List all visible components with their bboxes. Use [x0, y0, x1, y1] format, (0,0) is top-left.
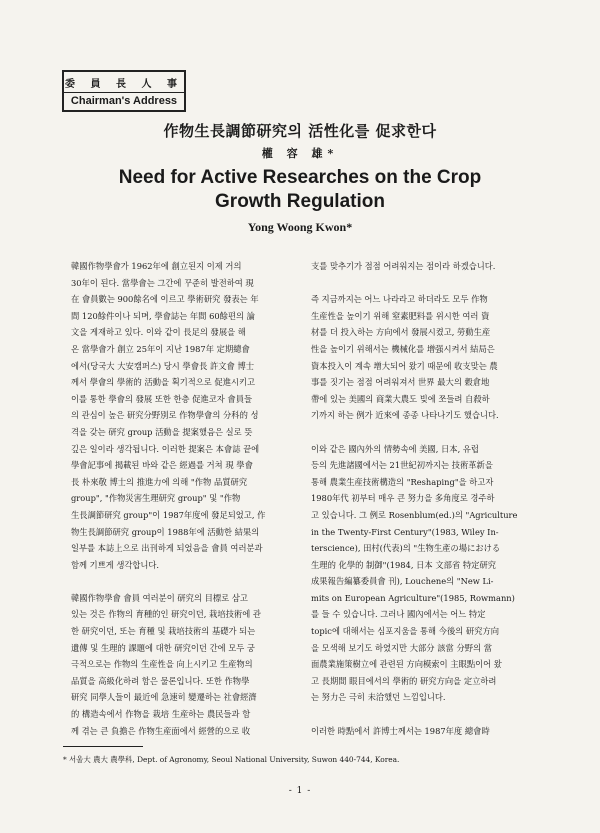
text-line: 材를 더 投入하는 方向에서 發展시켰고, 勞動生産	[311, 327, 491, 338]
text-line: 支를 맞추기가 점점 어려워지는 점이라 하겠습니다.	[311, 261, 496, 271]
text-line: 生長調節研究 group"이 1987年度에 發足되었고, 作	[71, 509, 266, 520]
text-line: 온 當學會가 創立 25年이 지난 1987年 定期總會	[71, 343, 250, 354]
text-line: 께 겪는 큰 負擔은 作物生産面에서 經營的으로 收	[71, 725, 251, 736]
text-line: 在 會員數는 900餘名에 이르고 學術研究 發表는 年	[71, 294, 259, 305]
text-line: 成果報告編纂委員會 刊), Louchene의 "New Li-	[311, 576, 494, 587]
paragraph	[303, 258, 543, 275]
text-line: 的 構造속에서 作物을 栽培 生産하는 農民들과 함	[71, 709, 251, 720]
text-line: 을 모색해 보기도 하였지만 大部分 該當 分野의 當	[311, 642, 493, 653]
text-line: 격을 갖는 研究 group 活動을 提案했음은 실로 뜻	[71, 426, 253, 437]
text-line: group", "作物災害生理研究 group" 및 "作物	[71, 493, 241, 504]
korean-author: 權 容 雄*	[261, 147, 339, 160]
text-line: 30年이 된다. 當學會는 그간에 꾸준히 발전하여 現	[71, 277, 254, 288]
page-number: - 1 -	[288, 786, 312, 796]
text-line: 의 관심이 높은 研究分野別로 作物學會의 分科的 성	[71, 410, 259, 421]
badge-korean-label: 委 員 長 人 事	[64, 72, 184, 93]
text-line: mits on European Agriculture"(1985, Rowmann)	[311, 592, 515, 603]
text-line: 께서 學會의 學術的 活動을 획기적으로 促進시키고	[71, 377, 256, 388]
text-line: 事를 짓기는 점점 어려워져서 世界 最大의 穀倉地	[311, 377, 490, 388]
paragraph	[303, 723, 543, 740]
text-line: 등의 先進諸國에서는 21世紀初까지는 技術革新을	[311, 460, 493, 471]
text-line: 物生長調節研究 group이 1988年에 活動한 結果의	[71, 526, 260, 537]
text-line: 帶에 있는 美國의 商業大農도 빚에 쪼들려 自殺하	[311, 393, 490, 404]
text-line: 資本投入이 계속 增大되어 왔기 때문에 收支맞는 農	[311, 360, 498, 371]
text-line: 에서(당국大 大安캠퍼스) 당시 學會長 許文會 博士	[71, 360, 255, 371]
footnote: * 서울大 農大 農學科, Dept. of Agronomy, Seoul National University, Suwon 440-744, Korea.	[63, 755, 400, 764]
text-line: 研究 同學人들이 最近에 急速히 變遷하는 社會經濟	[71, 692, 257, 703]
text-line: 遺傳 및 生理的 課題에 대한 研究이던 간에 모두 궁	[71, 642, 255, 653]
text-line: 1980年代 初부터 매우 큰 努力을 多角度로 경주하	[311, 493, 495, 504]
text-line: 깊은 일이라 생각됩니다. 이러한 提案은 本會誌 끝에	[71, 443, 260, 454]
right-column	[303, 258, 543, 756]
text-line: terscience), 田村(代表)의 "生物生產の場における	[311, 543, 501, 554]
badge-english-label: Chairman's Address	[70, 95, 178, 107]
text-line: in the Twenty-First Century"(1983, Wiley In-	[311, 526, 499, 537]
text-line: 고 있습니다. 그 例로 Rosenblum(ed.)의 "Agriculture	[311, 509, 518, 520]
footnote-rule	[63, 746, 143, 747]
text-line: 이를 통한 學會의 發展 또한 한층 促進코자 會員들	[71, 393, 253, 404]
text-line: topic에 대해서는 심포지움을 통해 今後의 研究方向	[311, 626, 500, 637]
text-line: 品質을 高級化하려 함은 물론입니다. 또한 作物學	[71, 675, 250, 686]
text-line: 일부를 本誌上으로 出刊하게 되었음을 會員 여러분과	[71, 543, 263, 554]
korean-title: 作物生長調節研究의 活性化를 促求한다	[163, 122, 437, 140]
english-author: Yong Woong Kwon*	[247, 220, 353, 234]
text-line: 함께 기쁘게 생각합니다.	[71, 559, 160, 570]
text-line: 한 研究이던, 또는 育種 및 栽培技術의 基礎가 되는	[71, 626, 256, 637]
text-line: 生産性을 높이기 위해 窒素肥料를 위시한 여러 資	[311, 310, 490, 321]
text-line: 生理的 化學的 制御"(1984, 日本 文部省 特定研究	[311, 559, 497, 570]
paragraph	[63, 258, 303, 573]
paragraph	[303, 291, 543, 424]
text-line: 통해 農業生産技術構造의 "Reshaping"을 하고자	[311, 476, 494, 487]
text-line: 즉 지금까지는 어느 나라라고 하더라도 모두 作物	[311, 294, 488, 305]
text-line: 고 長期間 眼目에서의 學術的 研究方向을 定立하려	[311, 675, 497, 686]
text-line: 는 努力은 극히 未洽했던 느낌입니다.	[311, 692, 446, 703]
text-line: 面農業施策樹立에 관련된 方向模索이 主眼點이어 왔	[311, 659, 502, 670]
paragraph	[63, 590, 303, 739]
text-line: 性을 높이기 위해서는 機械化를 增强시켜서 結局은	[311, 343, 495, 354]
text-line: 극적으로는 作物의 生産性을 向上시키고 生産物의	[71, 659, 253, 670]
text-line: 學會記事에 揭載된 바와 같은 經過를 거쳐 現 學會	[71, 460, 253, 471]
text-line: 를 들 수 있습니다. 그러나 國內에서는 어느 特定	[311, 609, 486, 620]
text-line: 韓國作物學會가 1962年에 創立된지 이제 거의	[71, 261, 242, 271]
text-line: 이와 같은 國內外의 情勢속에 美國, 日本, 유럽	[311, 443, 479, 454]
section-badge	[62, 70, 186, 112]
english-title	[0, 166, 600, 214]
english-title-line-2: Growth Regulation	[215, 191, 385, 212]
paragraph	[303, 441, 543, 707]
text-line: 기까지 하는 例가 近來에 종종 나타나기도 했습니다.	[311, 410, 499, 421]
english-title-line-1: Need for Active Researches on the Crop	[118, 167, 482, 188]
text-line: 있는 것은 作物의 育種的인 研究이던, 栽培技術에 관	[71, 609, 261, 620]
text-line: 이러한 時點에서 許博士께서는 1987年度 總會時	[311, 725, 490, 736]
text-line: 文을 게재하고 있다. 이와 같이 長足의 發展을 해	[71, 327, 246, 338]
left-column	[63, 258, 303, 756]
text-line: 韓國作物學會 會員 여러분이 研究의 目標로 삼고	[71, 592, 248, 603]
text-line: 長 朴來敬 博士의 推進力에 의해 "作物 品質研究	[71, 476, 248, 487]
text-line: 間 120餘件이나 되며, 學會誌는 年間 60餘편의 論	[71, 310, 255, 321]
